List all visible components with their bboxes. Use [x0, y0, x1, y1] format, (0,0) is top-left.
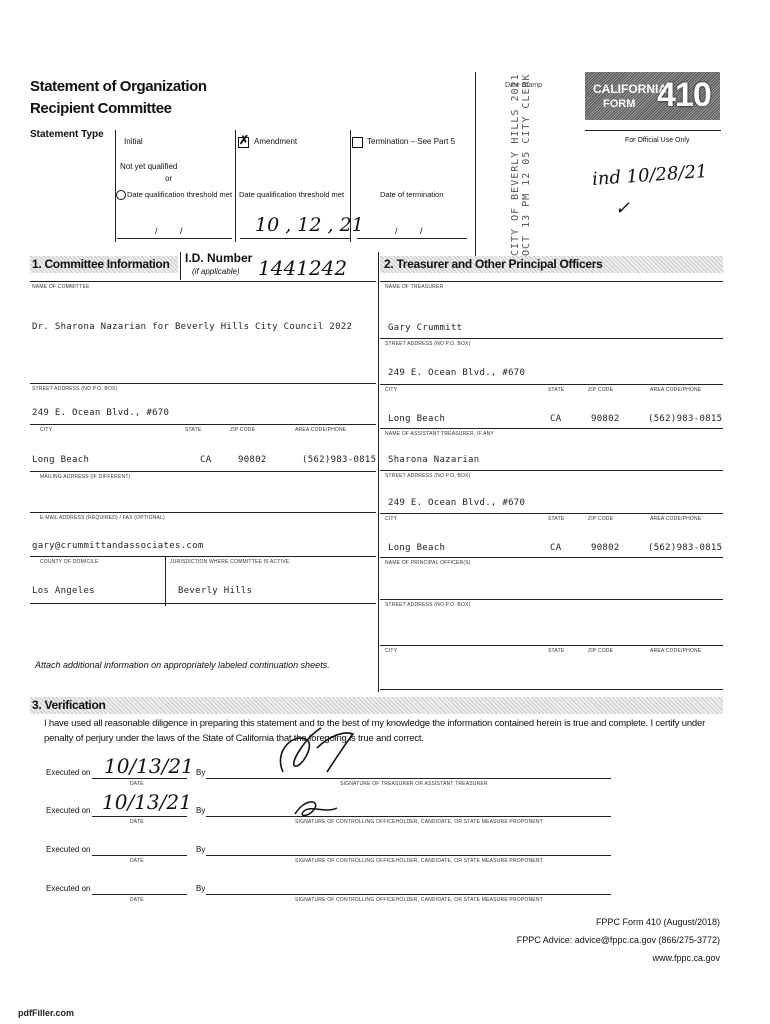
committee-state-value[interactable]: CA	[200, 455, 212, 465]
badge-number: 410	[657, 76, 711, 114]
termination-date-label: Date of termination	[380, 190, 444, 199]
county-value[interactable]: Los Angeles	[32, 586, 95, 596]
principal-state-label: STATE	[548, 648, 565, 654]
threshold-met-label: Date qualification threshold met	[127, 190, 233, 199]
signature-label-3: SIGNATURE OF CONTROLLING OFFICEHOLDER, CANDIDATE, OR STATE MEASURE PROPONENT	[295, 858, 543, 864]
section2-header	[380, 256, 723, 273]
by-label-3: By	[196, 845, 206, 854]
badge-state: CALIFORNIA	[593, 82, 667, 96]
committee-city-value[interactable]: Long Beach	[32, 455, 90, 465]
asst-zip-label: ZIP CODE	[588, 516, 614, 522]
jurisdiction-value[interactable]: Beverly Hills	[178, 586, 253, 596]
section3-header	[30, 697, 723, 714]
fppc-advice: FPPC Advice: advice@fppc.ca.gov (866/275-3772)	[516, 935, 720, 945]
section3-title: 3. Verification	[32, 698, 106, 712]
committee-street-value[interactable]: 249 E. Ocean Blvd., #670	[32, 408, 170, 418]
date-label-4: DATE	[130, 897, 144, 903]
amendment-check-mark: ✗	[239, 133, 250, 147]
treasurer-city-value[interactable]: Long Beach	[388, 414, 446, 424]
fppc-website[interactable]: www.fppc.ca.gov	[652, 953, 720, 963]
asst-treasurer-value[interactable]: Sharona Nazarian	[388, 455, 480, 465]
committee-phone-value[interactable]: (562)983-0815	[302, 455, 377, 465]
principal-zip-label: ZIP CODE	[588, 648, 614, 654]
executed-date-2: 10/13/21	[102, 790, 192, 814]
committee-phone-label: AREA CODE/PHONE	[295, 427, 347, 433]
executed-date-1: 10/13/21	[104, 754, 194, 778]
signature-label-1: SIGNATURE OF TREASURER OR ASSISTANT TREASURER	[340, 781, 488, 787]
executed-on-label-3: Executed on	[46, 845, 91, 854]
email-value[interactable]: gary@crummittandassociates.com	[32, 541, 204, 551]
received-stamp: CITY OF BEVERLY HILLS 2021 OCT 13 PM 12 05 CITY CLERK	[510, 73, 532, 256]
stamp-box-left-border	[475, 72, 476, 262]
committee-city-label: CITY	[40, 427, 53, 433]
committee-zip-label: ZIP CODE	[230, 427, 256, 433]
statement-type-label: Statement Type	[30, 129, 104, 140]
treasurer-name-value[interactable]: Gary Crummitt	[388, 323, 463, 333]
email-label: E-MAIL ADDRESS (REQUIRED) / FAX (OPTIONAL)	[40, 515, 165, 521]
official-handwritten-note: ind 10/28/21	[591, 160, 709, 191]
asst-street-value[interactable]: 249 E. Ocean Blvd., #670	[388, 498, 526, 508]
continuation-note: Attach additional information on appropriately labeled continuation sheets.	[35, 660, 330, 670]
section1-title: 1. Committee Information	[32, 257, 170, 271]
date-label-2: DATE	[130, 819, 144, 825]
amendment-date-value: 10 , 12 , 21	[255, 214, 364, 236]
verification-text: I have used all reasonable diligence in preparing this statement and to the best of my knowledge the information contained herein is true and complete. I certify under penalty of perjury under the laws of the State of California that the foregoing is true and correct.	[44, 718, 706, 744]
asst-zip-value[interactable]: 90802	[591, 543, 620, 553]
section2-title: 2. Treasurer and Other Principal Officers	[384, 257, 603, 271]
by-label-1: By	[196, 768, 206, 777]
termination-label: Termination – See Part 5	[367, 137, 456, 146]
signature-label-2: SIGNATURE OF CONTROLLING OFFICEHOLDER, CANDIDATE, OR STATE MEASURE PROPONENT	[295, 819, 543, 825]
by-label-4: By	[196, 884, 206, 893]
termination-checkbox[interactable]	[352, 137, 363, 148]
id-number-note: (if applicable)	[192, 267, 240, 276]
treasurer-state-label: STATE	[548, 387, 565, 393]
asst-phone-label: AREA CODE/PHONE	[650, 516, 702, 522]
id-number-label: I.D. Number	[185, 251, 253, 265]
committee-name-label: NAME OF COMMITTEE	[32, 284, 90, 290]
committee-street-label: STREET ADDRESS (NO P.O. BOX)	[32, 386, 118, 392]
treasurer-zip-value[interactable]: 90802	[591, 414, 620, 424]
signature-label-4: SIGNATURE OF CONTROLLING OFFICEHOLDER, CANDIDATE, OR STATE MEASURE PROPONENT	[295, 897, 543, 903]
asst-street-label: STREET ADDRESS (NO P.O. BOX)	[385, 473, 471, 479]
form-410-badge	[585, 72, 720, 120]
not-qualified-label: Not yet qualified	[120, 162, 178, 171]
threshold-met-radio[interactable]	[116, 190, 126, 200]
or-label: or	[165, 174, 173, 183]
asst-state-label: STATE	[548, 516, 565, 522]
county-label: COUNTY OF DOMICILE	[40, 559, 99, 565]
by-label-2: By	[196, 806, 206, 815]
pdffiller-watermark: pdfFiller.com	[18, 1008, 75, 1018]
id-number-value: 1441242	[258, 256, 348, 280]
asst-phone-value[interactable]: (562)983-0815	[648, 543, 723, 553]
termination-date-blank: / /	[395, 226, 423, 236]
asst-city-value[interactable]: Long Beach	[388, 543, 446, 553]
asst-state-value[interactable]: CA	[550, 543, 562, 553]
mailing-address-label: MAILING ADDRESS (IF DIFFERENT)	[40, 474, 131, 480]
treasurer-name-label: NAME OF TREASURER	[385, 284, 444, 290]
initial-date-blank: / /	[155, 226, 183, 236]
section1-header	[30, 256, 178, 273]
committee-zip-value[interactable]: 90802	[238, 455, 267, 465]
principal-officer-label: NAME OF PRINCIPAL OFFICER(S)	[385, 560, 471, 566]
asst-city-label: CITY	[385, 516, 398, 522]
executed-on-label-4: Executed on	[46, 884, 91, 893]
date-label-3: DATE	[130, 858, 144, 864]
date-label-1: DATE	[130, 781, 144, 787]
initial-label: Initial	[124, 137, 143, 146]
treasurer-city-label: CITY	[385, 387, 398, 393]
treasurer-street-value[interactable]: 249 E. Ocean Blvd., #670	[388, 368, 526, 378]
treasurer-state-value[interactable]: CA	[550, 414, 562, 424]
committee-state-label: STATE	[185, 427, 202, 433]
executed-on-label-2: Executed on	[46, 806, 91, 815]
principal-phone-label: AREA CODE/PHONE	[650, 648, 702, 654]
treasurer-phone-value[interactable]: (562)983-0815	[648, 414, 723, 424]
form-title: Statement of Organization	[30, 78, 207, 95]
badge-form: FORM	[603, 98, 636, 110]
amendment-date-label: Date qualification threshold met	[239, 190, 345, 199]
treasurer-zip-label: ZIP CODE	[588, 387, 614, 393]
official-check-mark: ✓	[615, 198, 631, 219]
principal-street-label: STREET ADDRESS (NO P.O. BOX)	[385, 602, 471, 608]
treasurer-phone-label: AREA CODE/PHONE	[650, 387, 702, 393]
executed-on-label-1: Executed on	[46, 768, 91, 777]
amendment-label: Amendment	[254, 137, 298, 146]
form-version: FPPC Form 410 (August/2018)	[595, 917, 720, 927]
jurisdiction-label: JURISDICTION WHERE COMMITTEE IS ACTIVE	[170, 559, 290, 565]
committee-name-value[interactable]: Dr. Sharona Nazarian for Beverly Hills City Council 2022	[32, 322, 353, 332]
asst-treasurer-label: NAME OF ASSISTANT TREASURER, IF ANY	[385, 431, 494, 437]
treasurer-signature	[265, 720, 360, 780]
principal-city-label: CITY	[385, 648, 398, 654]
date-stamp-label: Date Stamp	[505, 82, 542, 89]
treasurer-street-label: STREET ADDRESS (NO P.O. BOX)	[385, 341, 471, 347]
official-use-label: For Official Use Only	[625, 137, 690, 144]
form-subtitle: Recipient Committee	[30, 100, 172, 117]
